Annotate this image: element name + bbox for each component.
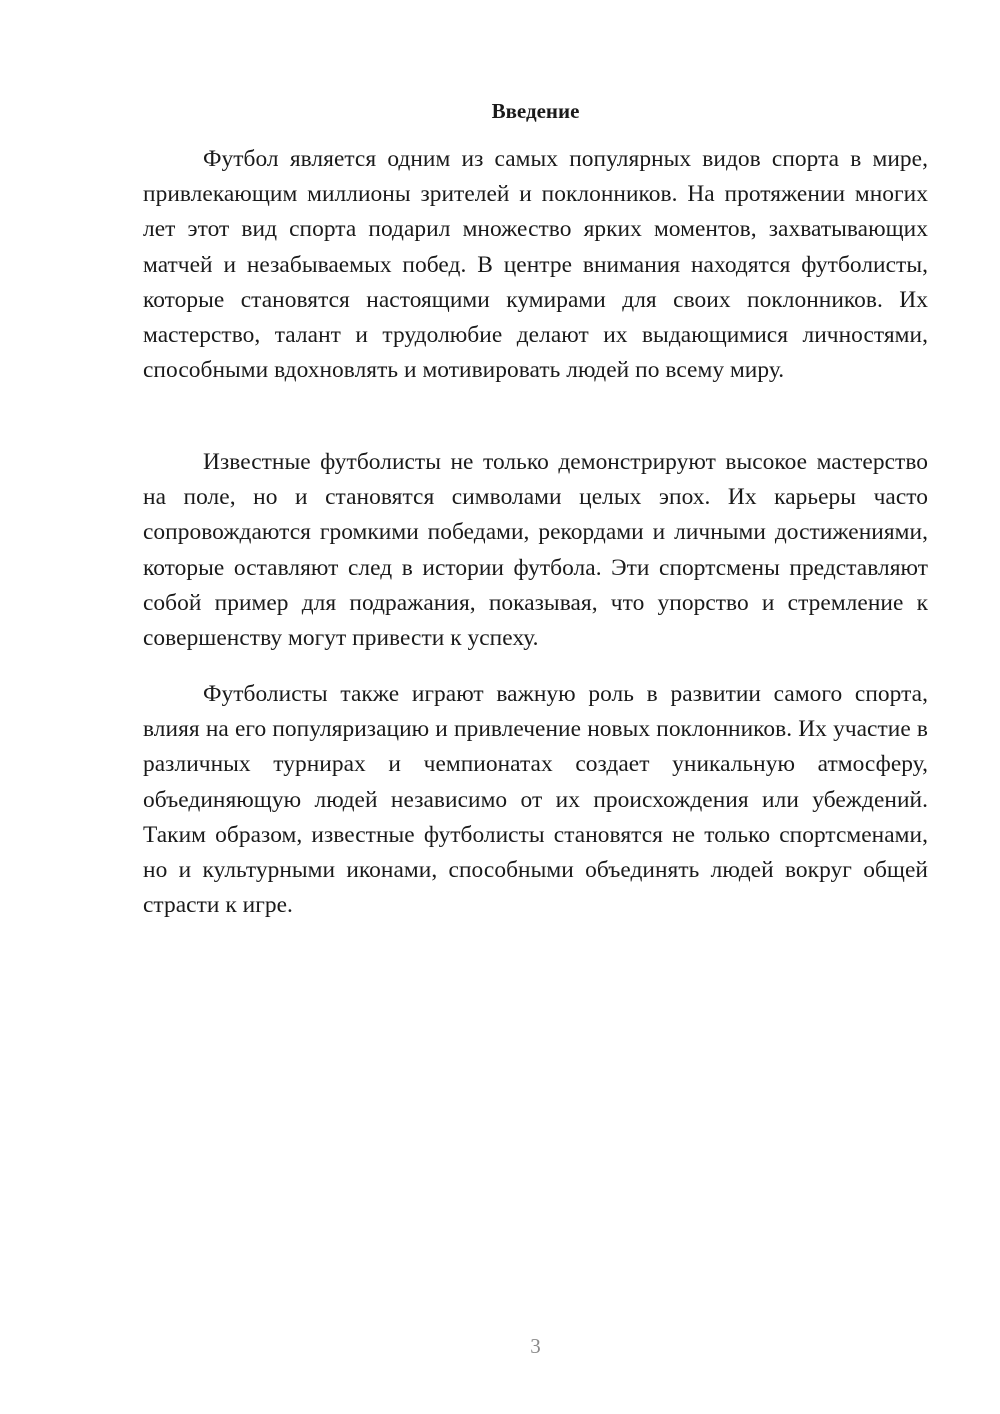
page-number: 3: [530, 1334, 541, 1358]
section-heading: Введение: [491, 99, 580, 123]
paragraph-3: Футболисты также играют важную роль в развитии самого спорта, влияя на его популяризацию и привлечение новых поклонников. Их участие в различных турнирах и чемпионатах создает уникальную атмосферу, объединяющую людей независимо от их происхождения или убеждений. Таким образом, известные футболисты становятся не только спортсменами, но и культурными иконами, способными объединять людей вокруг общей страсти к игре.: [143, 681, 928, 919]
paragraph-1: Футбол является одним из самых популярных видов спорта в мире, привлекающим миллионы зрителей и поклонников. На протяжении многих лет этот вид спорта подарил множество ярких моментов, захватывающих матчей и незабываемых побед. В центре внимания находятся футболисты, которые становятся настоящими кумирами для своих поклонников. Их мастерство, талант и трудолюбие делают их выдающимися личностями, способными вдохновлять и мотивировать людей по всему миру.: [143, 146, 928, 384]
paragraph-2: Известные футболисты не только демонстрируют высокое мастерство на поле, но и становятся символами целых эпох. Их карьеры часто сопровождаются громкими победами, рекордами и личными достижениями, которые оставляют след в истории футбола. Эти спортсмены представляют собой пример для подражания, показывая, что упорство и стремление к совершенству могут привести к успеху.: [143, 449, 928, 652]
document-page: [143, 0, 928, 1414]
